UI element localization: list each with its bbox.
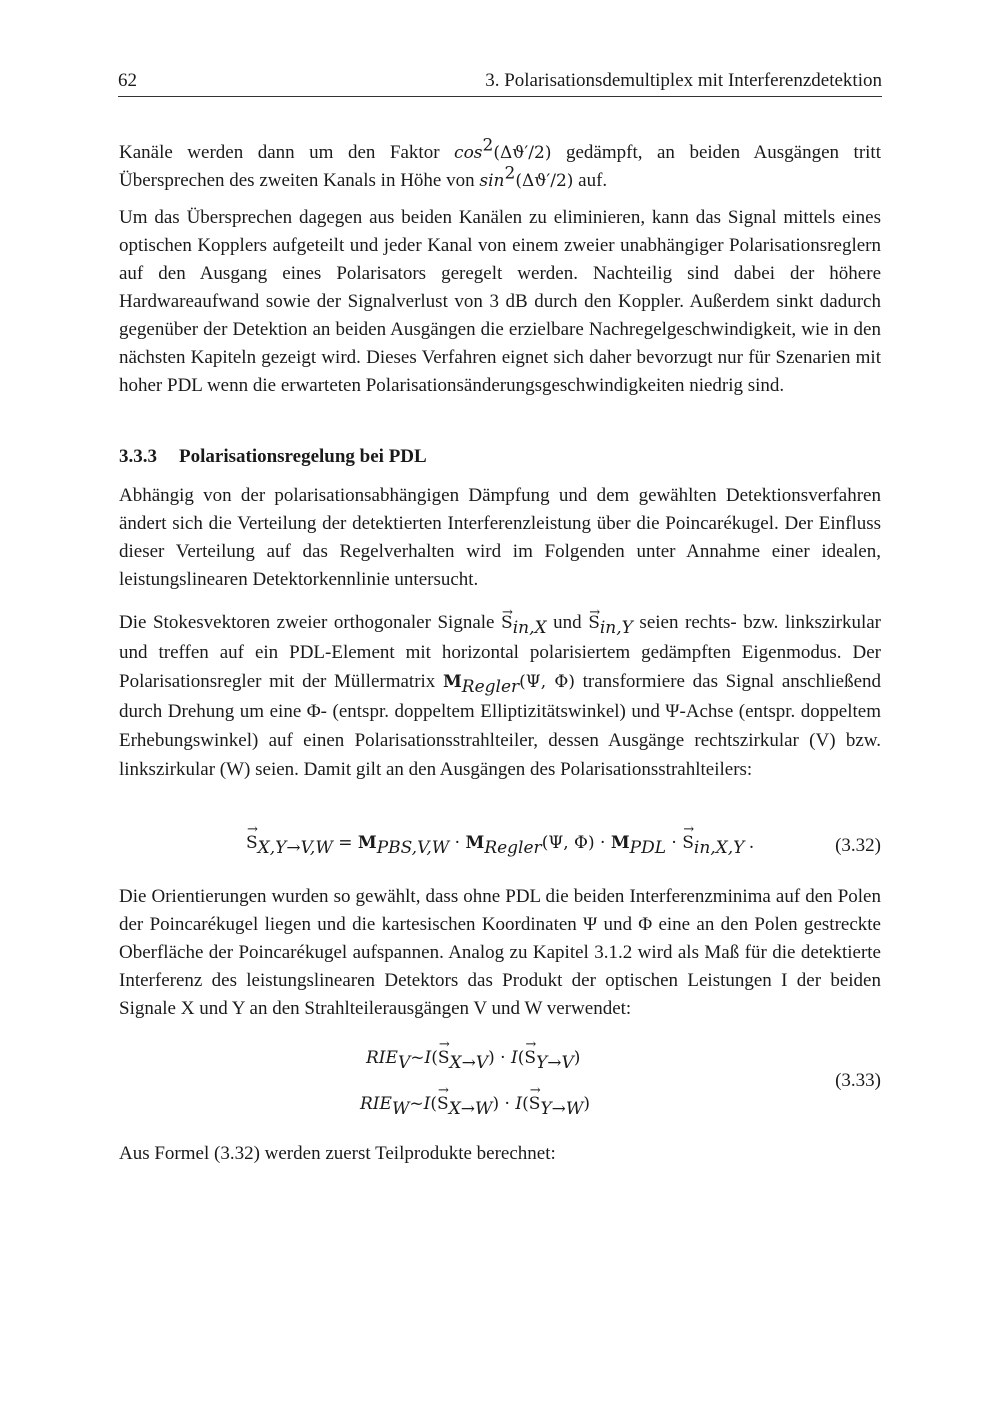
intensity-xw: I (423, 1094, 431, 1114)
s-xv: → S (438, 1048, 450, 1068)
intensity-xv: I (424, 1048, 432, 1068)
p4-text-3: seien rechts- bzw. linkszirkular und treffen auf ein PDL-Element mit horizontal polarisiertem gedämpften Eigenmodus. Der Polarisationsregler mit der Müllermatrix (119, 612, 882, 692)
sin-exponent: 2 (504, 163, 516, 184)
cos-exponent: 2 (482, 135, 494, 156)
s-xw-sub: X→W (448, 1098, 493, 1119)
s-xv-sub: X→V (449, 1052, 489, 1073)
mueller-argument: (Ψ, Φ) (519, 672, 575, 692)
dot-w: · (499, 1094, 516, 1114)
paragraph-4 (119, 608, 881, 784)
paragraph-3: Abhängig von der polarisationsabhängigen Dämpfung und dem gewählten Detektionsverfahren ändert sich die Verteilung der detektierten Interferenzleistung über die Poincarékugel. Der Einfluss dieser Verteilung auf das Regelverhalten wird im Folgenden unter Annahme einer idealen, leistungslinearen Detektorkennlinie untersucht. (119, 485, 881, 590)
eq332-s-in: → S (682, 833, 694, 853)
rie-w-sub: W (391, 1098, 410, 1119)
section-heading (119, 446, 427, 468)
paragraph-5: Die Orientierungen wurden so gewählt, dass ohne PDL die beiden Interferenzminima auf den Polen der Poincarékugel liegen und die kartesischen Koordinaten Ψ und Φ eine an den Polen gestreckte Oberfläche der Poincarékugel aufspannen. Analog zu Kapitel 3.1.2 wird als Maß für die detektierte Interferenz des leistungslinearen Detektors das Produkt der optischen Leistungen I der beiden Signale X und Y an den Strahlteilerausgängen V und W verwendet: (119, 886, 881, 1019)
s-yw-sub: Y→W (540, 1098, 584, 1119)
equation-number-3-32: (3.32) (835, 835, 881, 856)
p1-text-2: gedämpft, an beiden Ausgängen tritt Übersprechen des zweiten Kanals in Höhe von (119, 142, 881, 191)
eq332-m-regler-arg: (Ψ, Φ) (541, 833, 595, 853)
equation-number-3-33: (3.33) (835, 1070, 881, 1091)
tilde-1: ~ (410, 1048, 425, 1068)
mueller-subscript: Regler (461, 676, 520, 697)
rie-v: RIE (366, 1048, 398, 1068)
eq332-dot-1: · (449, 833, 466, 853)
rie-w: RIE (360, 1094, 392, 1114)
equation-3-33-line-2: $RIE_W\sim I(\to S_{X\to W}) \cdot I(\to S_{Y\to W})$ (360, 1093, 590, 1115)
sin-argument: (Δϑ′/2) (515, 171, 574, 191)
eq332-m-pbs: M (357, 833, 377, 853)
p4-text-4: transformiere das Signal anschließend durch Drehung um eine Φ- (entspr. doppeltem Elliptizitätswinkel) und Ψ-Achse (entspr. doppeltem Erhebungswinkel) auf einen Polarisationsstrahlteiler, dessen Ausgänge rechtszirkular (V) bzw. linkszirkular (W) seien. Damit gilt an den Ausgängen des Polarisationsstrahlteilers: (119, 671, 881, 780)
cos-function: cos (454, 143, 483, 163)
p4-text-1: Die Stokesvektoren zweier orthogonaler Signale (119, 612, 502, 633)
p1-text-1: Kanäle werden dann um den Faktor (119, 142, 455, 163)
chapter-title: 3. Polarisationsdemultiplex mit Interferenzdetektion (485, 70, 882, 91)
eq332-s-in-sub: in,X,Y (693, 837, 745, 858)
stokes-vector-y: → S (588, 609, 600, 638)
paragraph-1 (119, 135, 881, 195)
section-title: Polarisationsregelung bei PDL (179, 446, 427, 467)
rie-v-sub: V (397, 1052, 411, 1073)
sin-function: sin (479, 171, 505, 191)
eq332-m-pdl: M (610, 833, 630, 853)
intensity-yw: I (515, 1094, 523, 1114)
s-xw: → S (437, 1094, 449, 1114)
paragraph-2: Um das Übersprechen dagegen aus beiden Kanälen zu eliminieren, kann das Signal mittels eines optischen Kopplers aufgeteilt und jeder Kanal von einem zweier unabhängiger Polarisationsreglern auf den Ausgang eines Polarisators geregelt werden. Nachteilig sind dabei der höhere Hardwareaufwand sowie der Signalverlust von 3 dB durch den Koppler. Außerdem sinkt dadurch gegenüber der Detektion an beiden Ausgängen die erzielbare Nachregelgeschwindigkeit, wie in den nächsten Kapiteln gezeigt wird. Dieses Verfahren eignet sich daher bevorzugt nur für Szenarien mit hoher PDL wenn die erwarteten Polarisationsänderungsgeschwindigkeiten niedrig sind. (119, 207, 881, 396)
eq332-m-pbs-sub: PBS,V,W (376, 837, 450, 858)
dot-v: · (494, 1048, 511, 1068)
mueller-matrix: M (442, 672, 462, 692)
intensity-yv: I (510, 1048, 518, 1068)
eq332-s-out: → S (246, 833, 258, 853)
cos-argument: (Δϑ′/2) (493, 143, 552, 163)
page-number: 62 (118, 70, 137, 91)
stokes-x-subscript: in,X (512, 617, 547, 638)
paragraph-6: Aus Formel (3.32) werden zuerst Teilprodukte berechnet: (119, 1143, 556, 1164)
stokes-vector-x: → S (501, 609, 513, 638)
eq332-equals: = (332, 833, 358, 853)
tilde-2: ~ (409, 1094, 424, 1114)
eq332-m-regler: M (465, 833, 485, 853)
page-header (118, 70, 882, 97)
eq332-dot-2: · (594, 833, 611, 853)
equation-3-32 (246, 832, 754, 858)
eq332-period: . (744, 832, 754, 853)
p4-text-2: und (546, 612, 589, 633)
eq332-s-out-sub: X,Y→V,W (257, 837, 333, 858)
p1-text-3: auf. (573, 170, 608, 191)
s-yv: → S (524, 1048, 536, 1068)
section-number: 3.3.3 (119, 446, 157, 467)
eq332-m-pdl-sub: PDL (629, 837, 667, 858)
s-yw: → S (529, 1094, 541, 1114)
eq332-dot-3: · (666, 833, 683, 853)
stokes-y-subscript: in,Y (599, 617, 633, 638)
eq332-m-regler-sub: Regler (484, 837, 542, 858)
s-yv-sub: Y→V (535, 1052, 574, 1073)
equation-3-33-line-1: $RIE_V\sim I(\to S_{X\to V}) \cdot I(\to S_{Y\to V})$ (366, 1047, 580, 1069)
